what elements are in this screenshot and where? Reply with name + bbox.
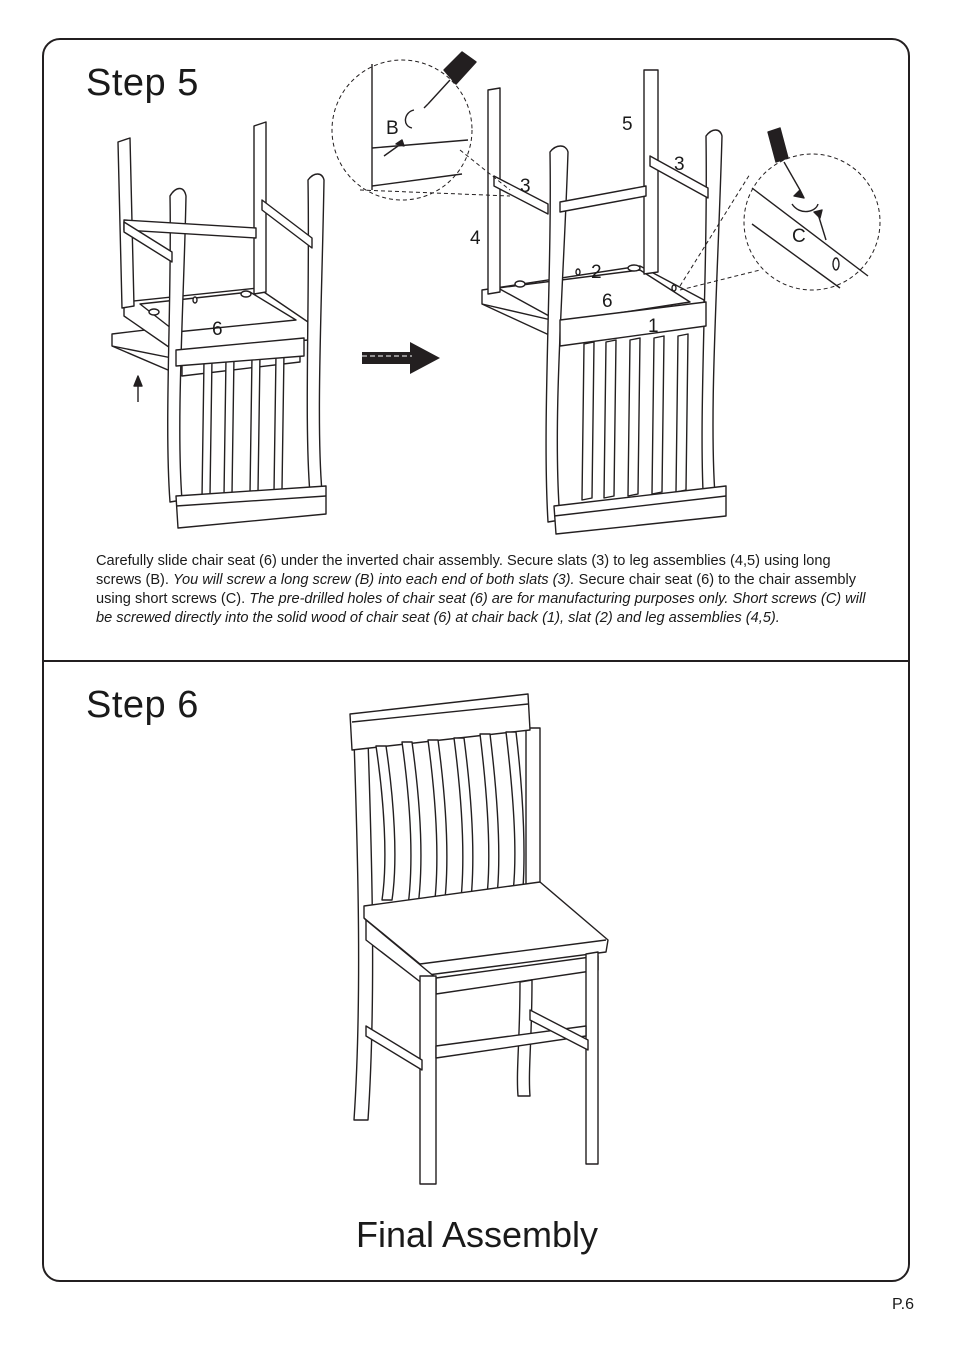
seat-label-left: 6 bbox=[212, 319, 223, 340]
screw-b-label: B bbox=[386, 118, 399, 139]
instr-part-2: You will screw a long screw (B) into each end of both slats (3). bbox=[173, 572, 575, 588]
step6-title: Step 6 bbox=[86, 684, 199, 726]
final-chair bbox=[350, 694, 608, 1184]
inverted-chair-left bbox=[112, 122, 326, 528]
step5-instructions bbox=[96, 552, 866, 628]
part-label-1: 1 bbox=[648, 316, 659, 337]
part-label-3-right: 3 bbox=[674, 154, 685, 175]
part-label-3-left: 3 bbox=[520, 176, 531, 197]
instr-part-3: Secure chair seat (6) to the chair assembly using short screws (C). bbox=[96, 572, 857, 607]
page-number: P.6 bbox=[892, 1296, 914, 1313]
screw-c-label: C bbox=[792, 226, 806, 247]
part-label-6: 6 bbox=[602, 291, 613, 312]
final-assembly-caption: Final Assembly bbox=[355, 1214, 599, 1255]
instr-part-1: Carefully slide chair seat (6) under the inverted chair assembly. Secure slats (3) to leg assemblies (4,5) using long screws (B). bbox=[96, 553, 831, 588]
inverted-chair-right bbox=[470, 70, 726, 534]
detail-screw-b bbox=[332, 52, 510, 200]
part-label-4: 4 bbox=[470, 228, 481, 249]
part-label-5: 5 bbox=[622, 114, 633, 135]
instr-part-4: The pre-drilled holes of chair seat (6) are for manufacturing purposes only. Short screws (C) will be screwed directly into the solid wood of chair seat (6) at chair back (1), slat (2) and leg assemblies (4,5). bbox=[96, 591, 866, 626]
step5-title: Step 5 bbox=[86, 62, 199, 104]
direction-arrow bbox=[362, 342, 440, 374]
part-label-2: 2 bbox=[591, 262, 602, 283]
